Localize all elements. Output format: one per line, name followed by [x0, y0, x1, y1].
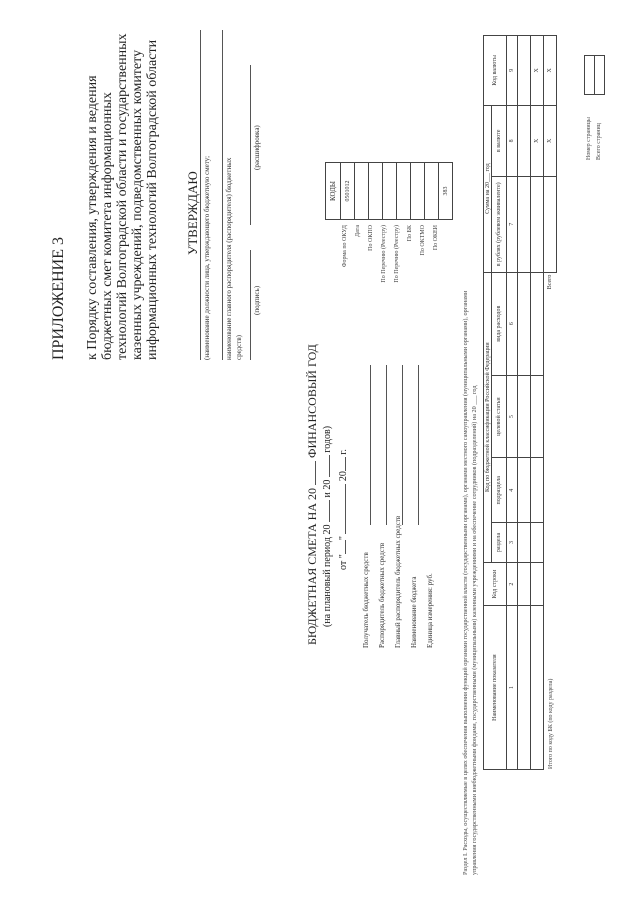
- num-cell: 4: [507, 458, 518, 523]
- budget-title: БЮДЖЕТНАЯ СМЕТА НА 20 ФИНАНСОВЫЙ ГОД: [305, 344, 319, 645]
- cell[interactable]: [531, 375, 544, 458]
- col-razdel-header: раздела: [492, 523, 507, 563]
- num-cell: 9: [507, 36, 518, 106]
- cell[interactable]: [518, 176, 531, 272]
- cell[interactable]: [531, 272, 544, 375]
- sign-label: (подпись): [253, 285, 261, 315]
- field-distributor: Распорядитель бюджетных средств: [378, 542, 386, 648]
- codes-labels: [325, 225, 443, 345]
- code-label: Форма по ОКУД: [342, 225, 348, 268]
- cell[interactable]: [518, 36, 531, 106]
- total-row: [544, 36, 557, 770]
- x-mark: Х: [544, 36, 557, 106]
- field-budget-name-line: [418, 365, 419, 525]
- code-label: По ОКТМО: [420, 225, 426, 256]
- appendix-line-5: информационных технологий Волгоградской области: [145, 39, 160, 360]
- field-recipient: Получатель бюджетных средств: [362, 552, 370, 648]
- field-main-distributor-line: [402, 365, 403, 525]
- cell[interactable]: [531, 562, 544, 605]
- code-label: По Перечню (Реестру): [394, 225, 400, 283]
- planning-period: (на плановый период 20 и 20 годов): [322, 425, 333, 627]
- code-value[interactable]: [397, 163, 411, 220]
- cell[interactable]: [518, 105, 531, 176]
- sign-line: [250, 250, 251, 360]
- budget-date: от "" 20 г.: [338, 449, 349, 570]
- decode-line: [250, 65, 251, 225]
- x-mark: Х: [531, 36, 544, 106]
- num-cell: 5: [507, 375, 518, 458]
- field-budget-name: Наименование бюджета: [410, 576, 418, 648]
- code-value[interactable]: 0501012: [341, 163, 355, 220]
- approval-position-hint-3: средств): [235, 335, 243, 360]
- cell[interactable]: [531, 606, 544, 770]
- code-value[interactable]: [369, 163, 383, 220]
- num-cell: 7: [507, 176, 518, 272]
- code-label: По БК: [407, 225, 413, 242]
- x-mark: Х: [531, 105, 544, 176]
- cell[interactable]: [544, 176, 557, 272]
- appendix-title: ПРИЛОЖЕНИЕ 3: [50, 236, 67, 360]
- approval-heading: УТВЕРЖДАЮ: [185, 171, 200, 255]
- approval-position-line: [200, 30, 201, 360]
- col-rowcode-header: Код строки: [484, 562, 507, 605]
- col-podrazdel-header: подраздела: [492, 458, 507, 523]
- code-label: Дата: [355, 225, 361, 237]
- field-distributor-line: [386, 365, 387, 525]
- appendix-line-1: к Порядку составления, утверждения и ведения: [85, 75, 100, 360]
- approval-position-hint: (наименование должности лица, утверждающего бюджетную смету;: [203, 155, 211, 360]
- total-label: Всего: [544, 272, 557, 769]
- section-1-title: Раздел I. Расходы, осуществляемые в целях обеспечения выполнения функций органами государственной власти (государственными органами), органами местного самоуправления (муниципальными органами), органами: [462, 290, 469, 875]
- cell[interactable]: [518, 272, 531, 375]
- page-number-box: [584, 55, 605, 95]
- approval-position-line-2: [222, 30, 223, 360]
- table-row: [531, 36, 544, 770]
- approval-position-hint-2: наименование главного распорядителя (распорядителя) бюджетных: [225, 157, 233, 360]
- num-cell: 2: [507, 562, 518, 605]
- code-value[interactable]: [383, 163, 397, 220]
- table-row: [518, 36, 531, 770]
- appendix-line-2: бюджетных смет комитета информационных: [100, 92, 115, 360]
- code-value[interactable]: [425, 163, 439, 220]
- cell[interactable]: [518, 562, 531, 605]
- cell[interactable]: [518, 523, 531, 563]
- subtotal-label: Итого по коду БК (по коду раздела): [548, 678, 554, 769]
- page-total-cell[interactable]: [595, 56, 605, 95]
- code-label: По ОКПО: [368, 225, 374, 251]
- decode-label: (расшифровка): [253, 125, 261, 170]
- col-name-header: Наименование показателя: [484, 606, 507, 770]
- num-cell: 6: [507, 272, 518, 375]
- col-rub-header: в рублях (рублевом эквиваленте): [492, 176, 507, 272]
- section-1-title-2: управления государственными внебюджетными фондами, государственными (муниципальными) казенными учреждениями и на обеспечение сотрудников (подразделений) на 20 ___ год: [471, 385, 478, 875]
- num-cell: 3: [507, 523, 518, 563]
- cell[interactable]: [531, 523, 544, 563]
- code-label: По Перечню (Реестру): [381, 225, 387, 283]
- col-csr-header: целевой статьи: [492, 375, 507, 458]
- col-currency-code-header: Код валюты: [484, 36, 507, 106]
- codes-table: [325, 162, 453, 220]
- page-number-label: Номер страницы: [586, 117, 592, 160]
- code-value[interactable]: [355, 163, 369, 220]
- field-main-distributor: Главный распорядитель бюджетных средств: [394, 515, 402, 648]
- x-mark: Х: [544, 105, 557, 176]
- sum-group-header: Сумма на 20___ год: [484, 105, 492, 272]
- cell[interactable]: [518, 375, 531, 458]
- col-vr-header: вида расходов: [492, 272, 507, 375]
- num-cell: 8: [507, 105, 518, 176]
- appendix-line-3: технологий Волгоградской области и государственных: [115, 33, 130, 360]
- cell[interactable]: [531, 458, 544, 523]
- appendix-line-4: казенных учреждений, подведомственных комитету: [130, 49, 145, 360]
- code-value[interactable]: [411, 163, 425, 220]
- num-cell: 1: [507, 606, 518, 770]
- cell[interactable]: [531, 176, 544, 272]
- numbering-row: [507, 36, 518, 770]
- field-recipient-line: [370, 365, 371, 525]
- kbk-group-header: Код по бюджетной классификации Российской Федерации: [484, 272, 492, 562]
- page-number-cell[interactable]: [585, 56, 595, 95]
- page-total-label: Всего страниц: [596, 123, 602, 160]
- field-unit: Единица измерения: руб.: [426, 573, 434, 648]
- code-value[interactable]: 383: [439, 163, 453, 220]
- col-val-header: в валюте: [492, 105, 507, 176]
- expenses-table: [483, 35, 557, 770]
- code-label: По ОКЕИ: [433, 225, 439, 251]
- cell[interactable]: [518, 606, 531, 770]
- codes-header: КОДЫ: [326, 163, 341, 220]
- cell[interactable]: [518, 458, 531, 523]
